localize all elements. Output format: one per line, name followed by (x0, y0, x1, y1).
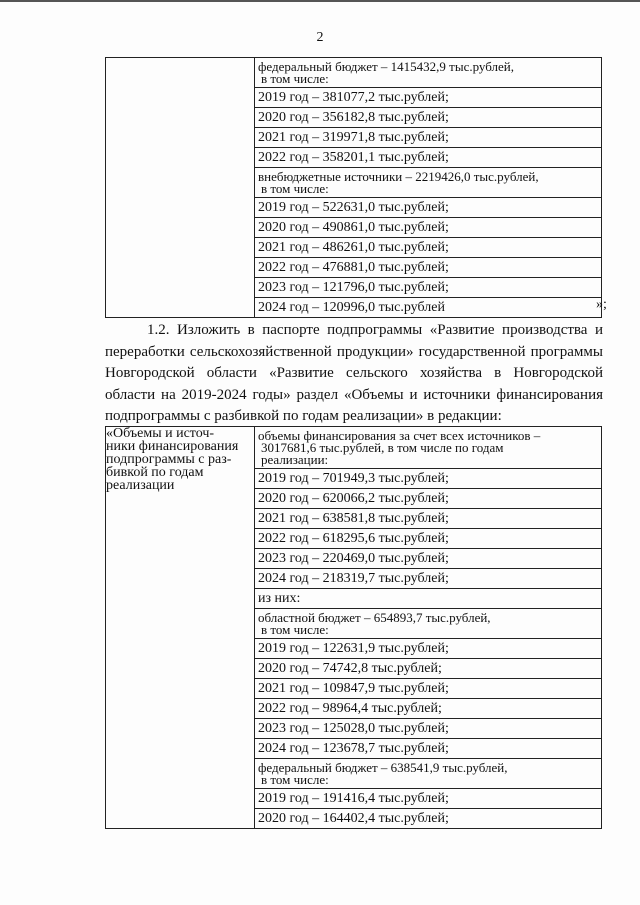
row-line: внебюджетные источники – 2219426,0 тыс.рублей, (258, 169, 539, 184)
table-row: 2021 год – 109847,9 тыс.рублей; (255, 679, 601, 699)
amendment-paragraph (105, 320, 603, 428)
row-line: областной бюджет – 654893,7 тыс.рублей, (258, 610, 491, 625)
table-row: 2022 год – 98964,4 тыс.рублей; (255, 699, 601, 719)
table-row: 2022 год – 476881,0 тыс.рублей; (255, 258, 601, 278)
table-row (255, 168, 601, 198)
table1-closing-quote: »; (596, 297, 607, 312)
total-line: объемы финансирования за счет всех источников – (258, 428, 541, 443)
table-row: 2021 год – 319971,8 тыс.рублей; (255, 128, 601, 148)
total-line: 3017681,6 тыс.рублей, в том числе по годам (261, 440, 504, 455)
paragraph-line: переработки сельскохозяйственной продукции» государственной программы (105, 343, 603, 360)
table2-left-cell (106, 427, 255, 829)
paragraph-line: Новгородской области «Развитие сельского хозяйства в Новгородской (105, 365, 603, 381)
table1-rows (255, 58, 601, 317)
table-row: 2020 год – 164402,4 тыс.рублей; (258, 811, 449, 826)
table-row: 2022 год – 358201,1 тыс.рублей; (255, 148, 601, 168)
table-row (255, 759, 601, 789)
paragraph-line: области на 2019-2024 годы» раздел «Объемы и источники финансирования (105, 386, 603, 403)
table-row (255, 58, 601, 88)
table-row (255, 609, 601, 639)
table-row: 2024 год – 123678,7 тыс.рублей; (255, 739, 601, 759)
table-row: 2020 год – 490861,0 тыс.рублей; (255, 218, 601, 238)
table-row: 2023 год – 220469,0 тыс.рублей; (255, 549, 601, 569)
paragraph-line: подпрограммы с разбивкой по годам реализации» в редакции: (105, 408, 502, 424)
table2-right-cell (255, 427, 602, 829)
table-row: 2019 год – 191416,4 тыс.рублей; (255, 789, 601, 809)
table-row: 2022 год – 618295,6 тыс.рублей; (255, 529, 601, 549)
table-row: 2024 год – 218319,7 тыс.рублей; (255, 569, 601, 589)
table-row: 2019 год – 522631,0 тыс.рублей; (255, 198, 601, 218)
row-line: в том числе: (261, 772, 329, 787)
table2-left-line: «Объемы и источ- (106, 426, 215, 441)
financing-table-subprogram (105, 426, 602, 829)
table2-left-line: реализации (106, 478, 175, 493)
table-row: из них: (255, 589, 601, 609)
paragraph-line: 1.2. Изложить в паспорте подпрограммы «Развитие производства и (147, 322, 603, 338)
table2-left-line: бивкой по годам (106, 465, 204, 480)
table2-rows (255, 427, 601, 828)
table-row: 2023 год – 125028,0 тыс.рублей; (255, 719, 601, 739)
page-number: 2 (316, 30, 324, 45)
table-row: 2020 год – 620066,2 тыс.рублей; (255, 489, 601, 509)
table-row: 2019 год – 701949,3 тыс.рублей; (255, 469, 601, 489)
table-row: 2024 год – 120996,0 тыс.рублей (258, 300, 445, 315)
table-row: 2021 год – 486261,0 тыс.рублей; (255, 238, 601, 258)
table2-left-line: ники финансирования (106, 439, 239, 454)
table-row: 2019 год – 122631,9 тыс.рублей; (255, 639, 601, 659)
table-row: 2020 год – 74742,8 тыс.рублей; (255, 659, 601, 679)
row-line: федеральный бюджет – 638541,9 тыс.рублей, (258, 760, 508, 775)
total-line: реализации: (261, 452, 329, 467)
financing-table-continued (105, 57, 602, 318)
row-line: в том числе: (261, 181, 329, 196)
table2-left-line: подпрограммы с раз- (106, 452, 232, 467)
table-row: 2019 год – 381077,2 тыс.рублей; (255, 88, 601, 108)
table2-total-row (255, 427, 601, 469)
table1-right-cell (255, 58, 602, 318)
row-line: федеральный бюджет – 1415432,9 тыс.рублей, (258, 59, 514, 74)
table-row: 2020 год – 356182,8 тыс.рублей; (255, 108, 601, 128)
top-edge-rule (0, 0, 640, 2)
table-row: 2021 год – 638581,8 тыс.рублей; (255, 509, 601, 529)
table-row: 2023 год – 121796,0 тыс.рублей; (255, 278, 601, 298)
row-line: в том числе: (261, 622, 329, 637)
table1-left-cell (106, 58, 255, 318)
row-line: в том числе: (261, 71, 329, 86)
